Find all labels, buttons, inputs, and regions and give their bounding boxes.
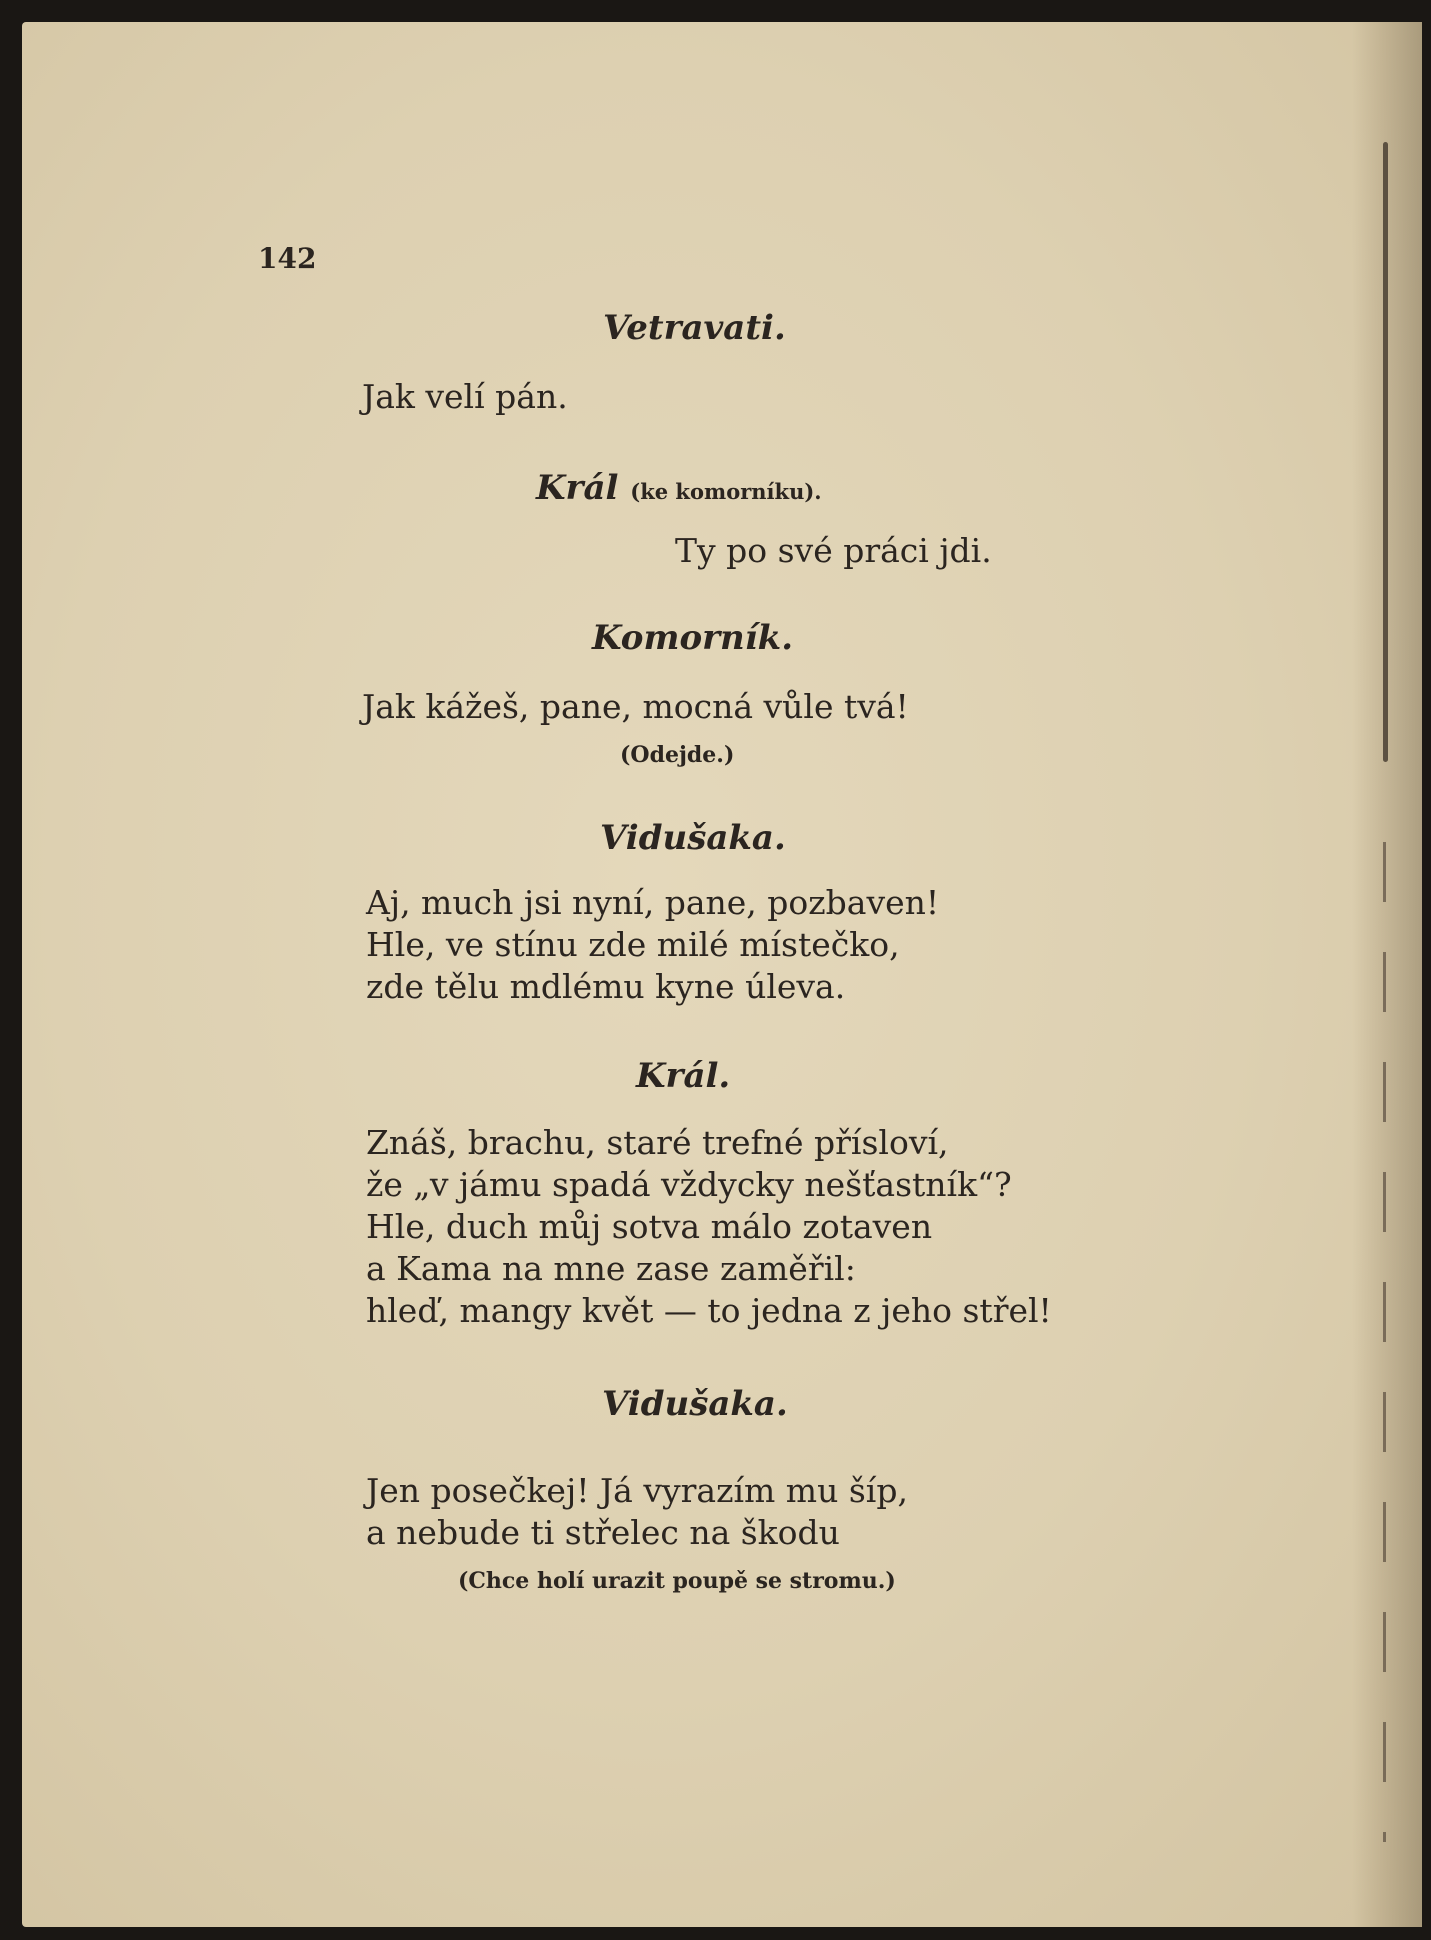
- dialogue-line: že „v jámu spadá vždycky nešťastník“?: [366, 1165, 1012, 1204]
- page-number: 142: [258, 242, 317, 275]
- speaker-kral: [536, 468, 822, 508]
- dialogue-line: Jak kážeš, pane, mocná vůle tvá!: [362, 687, 909, 726]
- speaker-vetravati: Vetravati.: [603, 308, 786, 348]
- speaker-komornik: Komorník.: [592, 618, 794, 658]
- speaker-kral: Král.: [636, 1056, 731, 1096]
- dialogue-line: Jak velí pán.: [362, 377, 568, 416]
- binding-edge-lower: [1383, 842, 1386, 1842]
- dialogue-line: a nebude ti střelec na škodu: [366, 1513, 840, 1552]
- dialogue-line: Jen posečkej! Já vyrazím mu šíp,: [366, 1471, 908, 1510]
- dialogue-line: Hle, duch můj sotva málo zotaven: [366, 1207, 933, 1246]
- book-gutter: [1352, 22, 1422, 1927]
- speaker-vidusaka: Vidušaka.: [602, 1384, 788, 1424]
- dialogue-line: Znáš, brachu, staré trefné přísloví,: [366, 1123, 949, 1162]
- dialogue-line: Aj, much jsi nyní, pane, pozbaven!: [366, 883, 940, 922]
- stage-direction: (Chce holí urazit poupě se stromu.): [458, 1568, 896, 1594]
- dialogue-line: Ty po své práci jdi.: [675, 531, 992, 570]
- dialogue-block: [366, 1470, 908, 1554]
- dialogue-line: Hle, ve stínu zde milé místečko,: [366, 925, 900, 964]
- dialogue-line: a Kama na mne zase zaměřil:: [366, 1249, 856, 1288]
- dialogue-block: [366, 1122, 1052, 1332]
- stage-direction: (Odejde.): [620, 742, 735, 768]
- binding-edge: [1383, 142, 1388, 762]
- dialogue-line: hleď, mangy květ — to jedna z jeho střel!: [366, 1291, 1052, 1330]
- speaker-vidusaka: Vidušaka.: [600, 818, 786, 858]
- speaker-name: Král: [536, 468, 619, 508]
- speaker-note: (ke komorníku).: [630, 479, 822, 504]
- dialogue-block: [366, 882, 939, 1008]
- dialogue-line: zde tělu mdlému kyne úleva.: [366, 967, 846, 1006]
